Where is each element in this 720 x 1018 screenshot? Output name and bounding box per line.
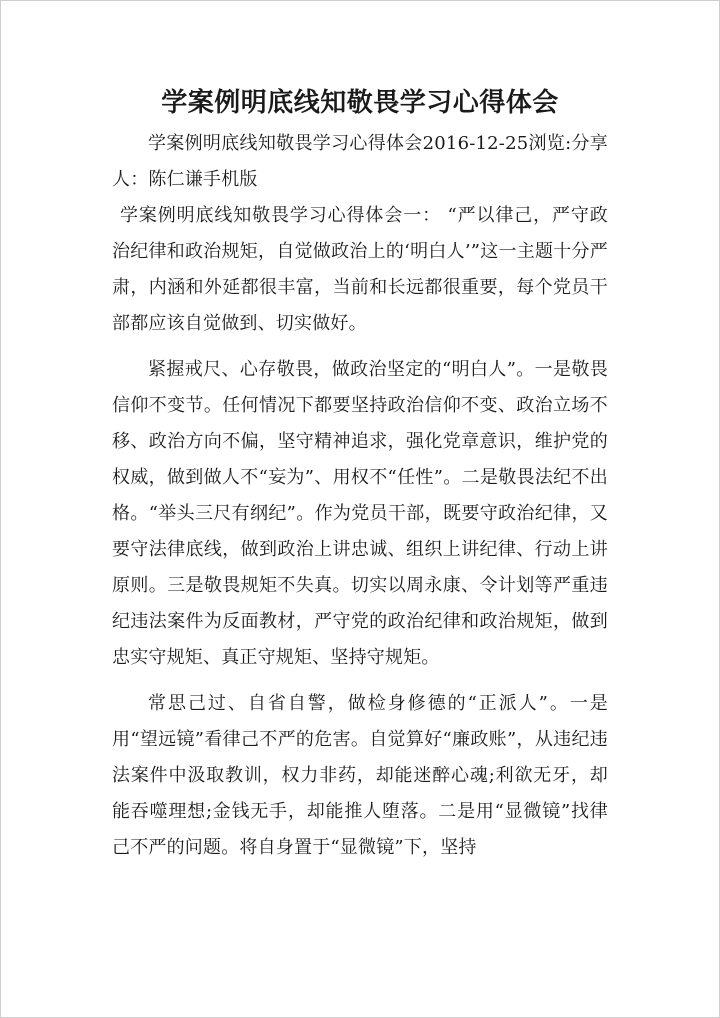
paragraph-1: 紧握戒尺、心存敬畏，做政治坚定的“明白人”。一是敬畏信仰不变节。任何情况下都要坚持政治信仰不变、政治立场不移、政治方向不偏，坚守精神追求，强化党章意识，维护党的权威，做到做人不“妄为”、用权不“任性”。二是敬畏法纪不出格。“举头三尺有纲纪”。作为党员干部，既要守政治纪律，又要守法律底线，做到政治上讲忠诚、组织上讲纪律、行动上讲原则。三是敬畏规矩不失真。切实以周永康、令计划等严重违纪违法案件为反面教材，严守党的政治纪律和政治规矩，做到忠实守规矩、真正守规矩、坚持守规矩。 [112,359,608,668]
paragraph-2: 常思己过、自省自警，做检身修德的“正派人”。一是用“望远镜”看律己不严的危害。自觉算好“廉政账”，从违纪违法案件中汲取教训，权力非药，却能迷醉心魂;利欲无牙，却能吞噬理想;金钱无手，却能推人堕落。二是用“显微镜”找律己不严的问题。将自身置于“显微镜”下，坚持 [112,693,608,858]
meta-line: 学案例明底线知敬畏学习心得体会2016-12-25浏览:分享人：陈仁谦手机版 [112,133,608,190]
paragraph-intro: 学案例明底线知敬畏学习心得体会一： “严以律己，严守政治纪律和政治规矩，自觉做政治上的‘明白人’”这一主题十分严肃，内涵和外延都很丰富，当前和长远都很重要，每个党员干部都应该自觉做到、切实做好。 [112,205,608,334]
document-title: 学案例明底线知敬畏学习心得体会 [161,88,559,118]
document-body [112,126,608,876]
